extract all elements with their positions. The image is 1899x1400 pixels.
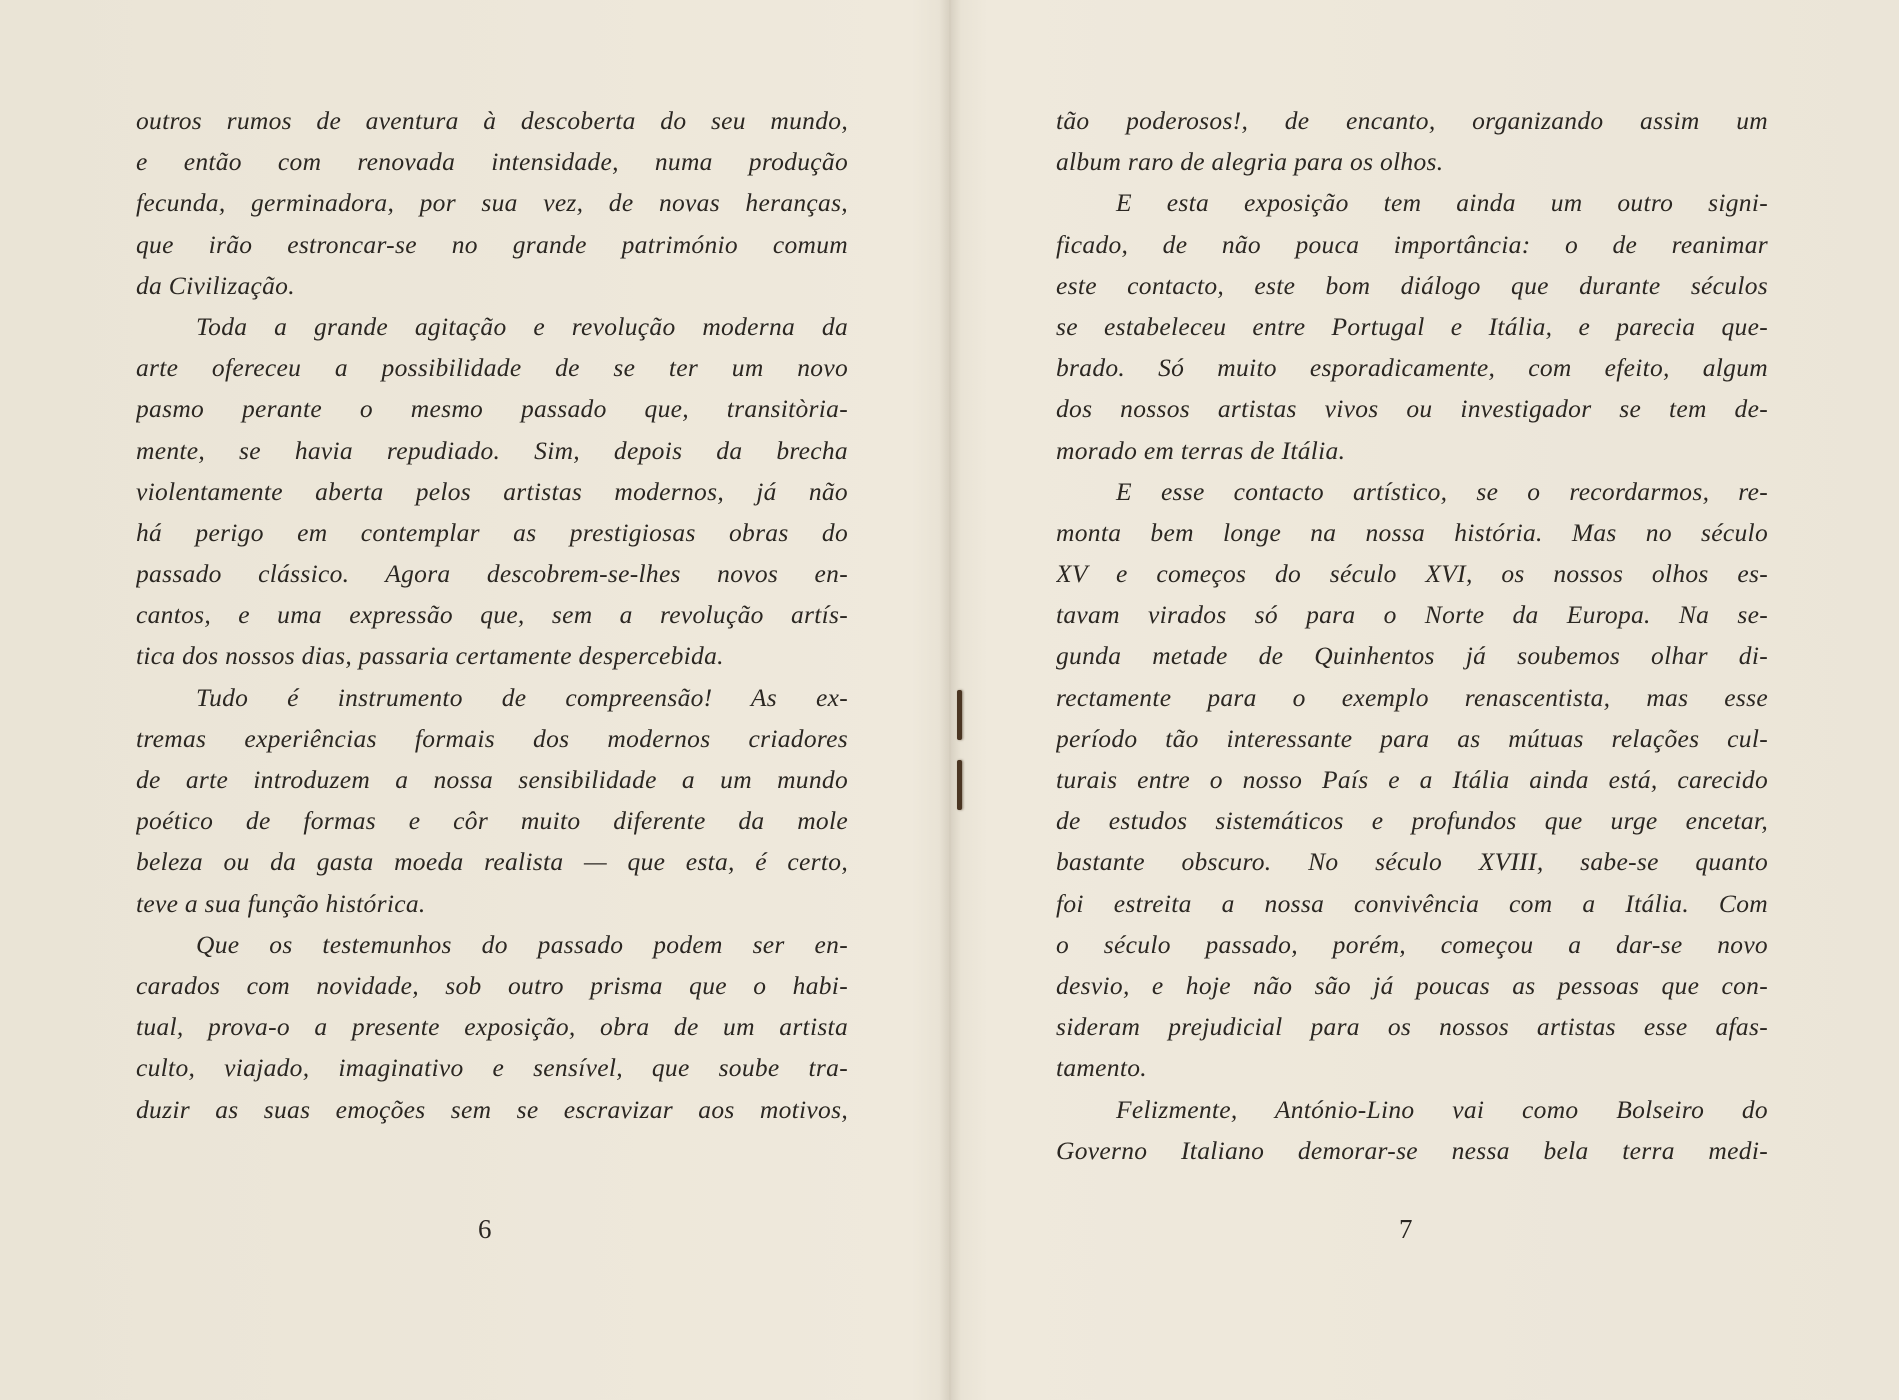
text-line: XV e começos do século XVI, os nossos olhos es- [1056,559,1768,589]
text-line: E esta exposição tem ainda um outro signi- [1116,188,1768,218]
text-line: desvio, e hoje não são já poucas as pessoas que con- [1056,970,1768,1000]
text-line: fecunda, germinadora, por sua vez, de novas heranças, [136,188,848,218]
text-line: da Civilização. [136,270,295,300]
text-line: se estabeleceu entre Portugal e Itália, e parecia que- [1056,311,1768,341]
text-line: monta bem longe na nossa história. Mas no século [1056,517,1768,547]
text-line: poético de formas e côr muito diferente da mole [136,806,848,836]
text-line: de estudos sistemáticos e profundos que urge encetar, [1056,806,1768,836]
left-page-text [136,100,848,1130]
text-line: brado. Só muito esporadicamente, com efeito, algum [1056,353,1768,383]
text-line: passado clássico. Agora descobrem-se-lhes novos en- [136,559,848,589]
text-line: rectamente para o exemplo renascentista, mas esse [1056,682,1768,712]
text-line: violentamente aberta pelos artistas modernos, já não [136,476,848,506]
text-line: tremas experiências formais dos modernos criadores [136,723,848,753]
text-line: ficado, de não pouca importância: o de reanimar [1056,229,1768,259]
text-line: morado em terras de Itália. [1056,435,1346,465]
text-line: foi estreita a nossa convivência com a Itália. Com [1056,888,1768,918]
text-line: tica dos nossos dias, passaria certamente despercebida. [136,641,724,671]
right-page-text [1056,100,1768,1171]
text-line: E esse contacto artístico, se o recordarmos, re- [1116,476,1768,506]
text-line: bastante obscuro. No século XVIII, sabe-se quanto [1056,847,1768,877]
text-line: Governo Italiano demorar-se nessa bela terra medi- [1056,1135,1768,1165]
text-line: mente, se havia repudiado. Sim, depois da brecha [136,435,848,465]
text-line: Felizmente, António-Lino vai como Bolseiro do [1116,1094,1768,1124]
text-line: de arte introduzem a nossa sensibilidade a um mundo [136,765,848,794]
text-line: beleza ou da gasta moeda realista — que esta, é certo, [136,847,848,877]
text-line: tamento. [1056,1053,1147,1083]
text-line: outros rumos de aventura à descoberta do seu mundo, [136,106,848,135]
text-line: pasmo perante o mesmo passado que, transitòria- [136,394,848,424]
text-line: o século passado, porém, começou a dar-se novo [1056,929,1768,959]
text-line: tual, prova-o a presente exposição, obra de um artista [136,1012,848,1042]
text-line: há perigo em contemplar as prestigiosas obras do [136,517,848,547]
text-line: cantos, e uma expressão que, sem a revolução artís- [136,600,848,630]
left-page [0,0,949,1400]
text-line: arte ofereceu a possibilidade de se ter um novo [136,353,848,383]
text-line: culto, viajado, imaginativo e sensível, que soube tra- [136,1053,848,1083]
text-line: dos nossos artistas vivos ou investigador se tem de- [1056,394,1768,424]
text-line: e então com renovada intensidade, numa produção [136,147,848,177]
text-line: teve a sua função histórica. [136,888,426,918]
page-number: 6 [478,1214,492,1244]
text-line: tão poderosos!, de encanto, organizando assim um [1056,106,1768,135]
text-line: duzir as suas emoções sem se escravizar aos motivos, [136,1094,848,1124]
text-line: período tão interessante para as mútuas relações cul- [1056,723,1768,753]
text-line: turais entre o nosso País e a Itália ainda está, carecido [1056,765,1768,794]
text-line: sideram prejudicial para os nossos artistas esse afas- [1056,1012,1768,1042]
text-line: Toda a grande agitação e revolução moderna da [196,311,848,341]
text-line: este contacto, este bom diálogo que durante séculos [1056,270,1768,300]
page-number: 7 [1399,1214,1413,1244]
right-page [950,0,1899,1400]
text-line: Tudo é instrumento de compreensão! As ex- [196,682,848,712]
text-line: gunda metade de Quinhentos já soubemos olhar di- [1056,641,1768,671]
text-line: carados com novidade, sob outro prisma que o habi- [136,970,848,1000]
text-line: album raro de alegria para os olhos. [1056,147,1444,177]
text-line: que irão estroncar-se no grande património comum [136,229,848,259]
text-line: tavam virados só para o Norte da Europa. Na se- [1056,600,1768,630]
text-line: Que os testemunhos do passado podem ser en- [196,929,848,959]
